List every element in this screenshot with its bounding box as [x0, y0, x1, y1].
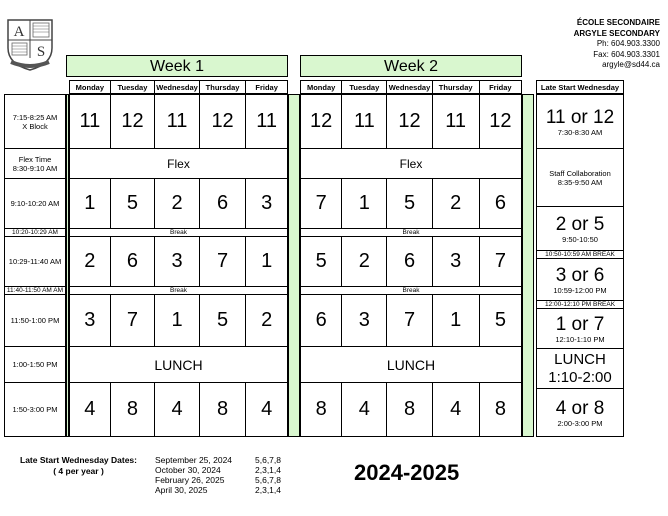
late-start-column [536, 94, 624, 437]
svg-text:S: S [36, 44, 46, 60]
week1-block-cell: 11 [70, 95, 111, 149]
time-lunch: 1:00-1:50 PM [5, 347, 65, 383]
week1-block-cell: 1 [70, 179, 111, 229]
week1-block-cell: 1 [246, 237, 287, 287]
week1-flex-row: Flex [70, 149, 287, 179]
week2-block-cell: 1 [433, 295, 480, 347]
week2-break-row: Break [301, 287, 521, 295]
week2-day-monday: Monday [300, 80, 341, 94]
week2-day-thursday: Thursday [432, 80, 479, 94]
week2-grid [300, 94, 522, 437]
week1-day-wednesday: Wednesday [154, 80, 199, 94]
school-year: 2024-2025 [354, 460, 460, 485]
late-start-date-row [155, 455, 281, 465]
week1-block-cell: 5 [200, 295, 247, 347]
time-block2: 10:29-11:40 AM [5, 237, 65, 287]
week1-block-cell: 11 [155, 95, 200, 149]
week2-block-cell: 5 [387, 179, 432, 229]
late-start-date-row [155, 465, 281, 475]
school-name-fr: ÉCOLE SECONDAIRE [576, 18, 660, 27]
week1-day-tuesday: Tuesday [110, 80, 155, 94]
week1-block-cell: 3 [155, 237, 200, 287]
week2-block-cell: 11 [433, 95, 480, 149]
week2-break-row: Break [301, 229, 521, 237]
school-logo [5, 18, 55, 70]
week2-block-cell: 6 [301, 295, 342, 347]
week2-block-cell: 3 [342, 295, 387, 347]
week2-block-cell: 7 [480, 237, 521, 287]
week1-break-row: Break [70, 287, 287, 295]
week2-flex-row: Flex [301, 149, 521, 179]
time-xblock: 7:15-8:25 AM X Block [5, 95, 65, 149]
time-block1: 9:10-10:20 AM [5, 179, 65, 229]
week2-block-cell: 4 [342, 383, 387, 436]
late-staff: Staff Collaboration 8:35-9:50 AM [537, 149, 623, 207]
week2-lunch-row: LUNCH [301, 347, 521, 383]
school-name-en: ARGYLE SECONDARY [573, 28, 660, 38]
late-start-date: October 30, 2024 [155, 465, 221, 475]
week1-block-cell: 5 [111, 179, 156, 229]
late-xblock: 11 or 12 7:30-8:30 AM [537, 95, 623, 149]
week1-day-monday: Monday [69, 80, 110, 94]
week1-block-cell: 2 [70, 237, 111, 287]
late-start-date: September 25, 2024 [155, 455, 233, 465]
week1-days [69, 80, 288, 94]
week2-block-cell: 5 [480, 295, 521, 347]
late-start-date: April 30, 2025 [155, 485, 208, 495]
week1-block-cell: 4 [261, 398, 273, 420]
week2-block-cell: 8 [387, 383, 432, 436]
late-start-blocks: 5,6,7,8 [255, 475, 281, 485]
late-block1: 2 or 5 9:50-10:50 [537, 207, 623, 251]
late-start-dates-label: Late Start Wednesday Dates: ( 4 per year ) [20, 455, 137, 476]
week2-block-cell: 7 [301, 179, 342, 229]
time-break1: 10:20-10:29 AM [5, 229, 65, 237]
late-start-blocks: 2,3,1,4 [255, 465, 281, 475]
week1-block-cell: 4 [155, 383, 200, 436]
week-divider-bar [288, 94, 300, 437]
late-block2: 3 or 6 10:59-12:00 PM [537, 259, 623, 301]
late-start-date-row [155, 485, 281, 495]
week2-block-cell: 6 [387, 237, 432, 287]
week2-block-cell: 12 [301, 95, 342, 149]
week2-day-friday: Friday [479, 80, 522, 94]
week2-block-cell: 2 [342, 237, 387, 287]
late-break1: 10:50-10:59 AM BREAK [537, 251, 623, 259]
late-start-date: February 26, 2025 [155, 475, 225, 485]
week2-day-wednesday: Wednesday [386, 80, 431, 94]
week2-block-cell: 12 [387, 95, 432, 149]
week2-block-cell: 1 [342, 179, 387, 229]
time-block3: 11:50-1:00 PM [5, 295, 65, 347]
week1-day-thursday: Thursday [199, 80, 246, 94]
late-start-blocks: 2,3,1,4 [255, 485, 281, 495]
late-start-date-row [155, 475, 281, 485]
week2-block-cell: 12 [480, 95, 521, 149]
week1-block-cell: 1 [155, 295, 200, 347]
week2-title: Week 2 [300, 55, 522, 77]
week1-block-cell: 6 [200, 179, 247, 229]
week1-block-cell: 11 [246, 95, 287, 149]
week2-block-cell: 2 [433, 179, 480, 229]
school-fax: Fax: 604.903.3301 [593, 49, 660, 59]
week1-break-row: Break [70, 229, 287, 237]
week2-right-bar [522, 94, 534, 437]
week1-lunch-row: LUNCH [70, 347, 287, 383]
week1-day-friday: Friday [245, 80, 288, 94]
week2-block-cell: 7 [387, 295, 432, 347]
week2-days [300, 80, 522, 94]
week2-block-cell: 8 [494, 398, 506, 420]
week1-block-cell: 7 [111, 295, 156, 347]
late-start-dates-list [155, 455, 281, 495]
school-email[interactable]: argyle@sd44.ca [602, 60, 660, 69]
late-start-header: Late Start Wednesday [536, 80, 624, 94]
week2-block-cell: 6 [480, 179, 521, 229]
week2-block-cell: 5 [301, 237, 342, 287]
week2-day-tuesday: Tuesday [341, 80, 386, 94]
week2-block-cell: 3 [433, 237, 480, 287]
time-break2: 11:40-11:50 AM AM [6, 287, 64, 294]
week1-block-cell: 12 [111, 95, 156, 149]
week1-title: Week 1 [66, 55, 288, 77]
time-column [4, 94, 66, 437]
time-block4: 1:50-3:00 PM [12, 405, 58, 414]
week2-block-cell: 8 [301, 383, 342, 436]
week1-block-cell: 2 [155, 179, 200, 229]
late-break2: 12:00-12:10 PM BREAK [537, 301, 623, 309]
week2-block-cell: 4 [433, 383, 480, 436]
week1-block-cell: 2 [246, 295, 287, 347]
school-phone: Ph: 604.903.3300 [596, 39, 660, 48]
school-info [574, 18, 660, 71]
week1-block-cell: 12 [200, 95, 247, 149]
week1-block-cell: 3 [246, 179, 287, 229]
week1-block-cell: 4 [70, 383, 111, 436]
late-block3: 1 or 7 12:10-1:10 PM [537, 309, 623, 349]
late-lunch: LUNCH 1:10-2:00 [537, 349, 623, 389]
week1-block-cell: 7 [200, 237, 247, 287]
week1-block-cell: 8 [200, 383, 247, 436]
svg-text:A: A [13, 24, 25, 40]
time-flex: Flex Time 8:30-9:10 AM [5, 149, 65, 179]
week1-block-cell: 6 [111, 237, 156, 287]
week1-block-cell: 3 [70, 295, 111, 347]
week1-grid [69, 94, 288, 437]
week1-block-cell: 8 [111, 383, 156, 436]
late-block4: 4 or 8 2:00-3:00 PM [555, 397, 605, 428]
late-start-blocks: 5,6,7,8 [255, 455, 281, 465]
week2-block-cell: 11 [342, 95, 387, 149]
